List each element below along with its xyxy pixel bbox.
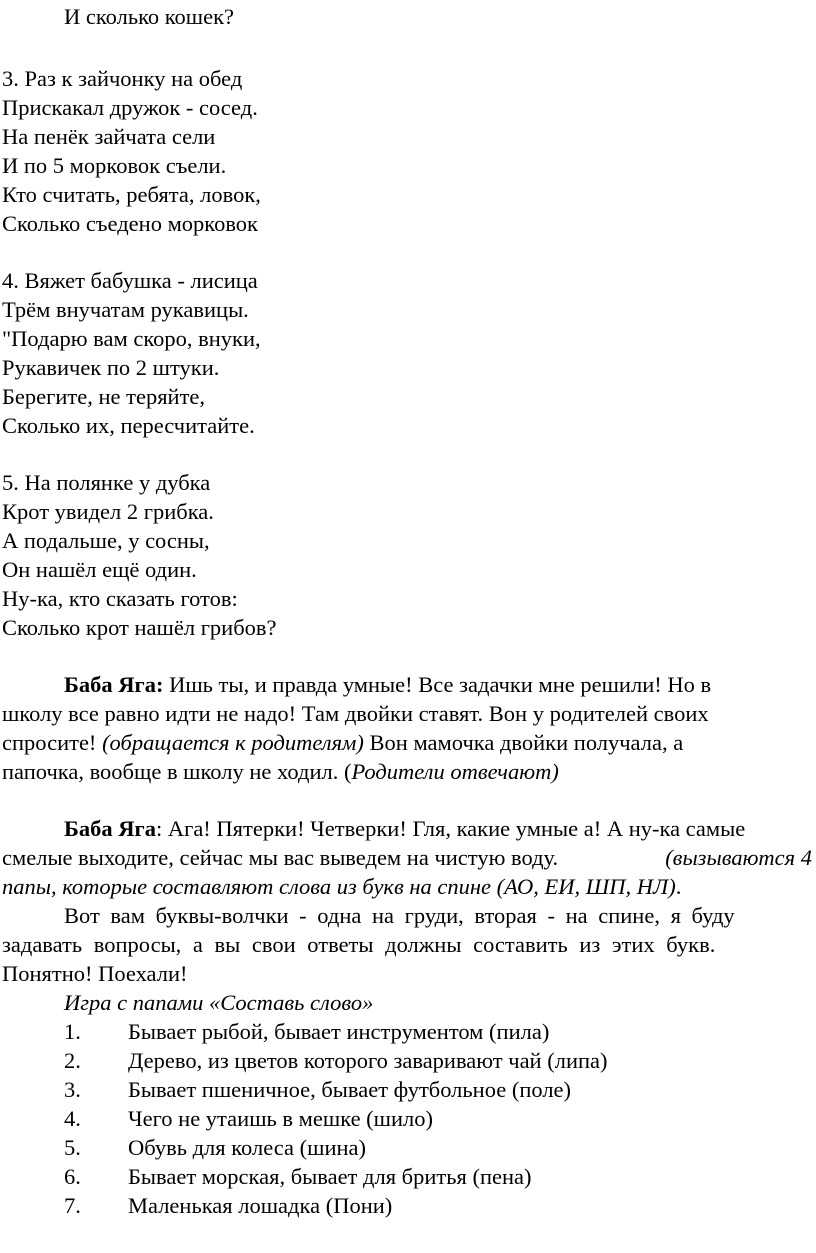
paragraph-line: школу все равно идти не надо! Там двойки ставят. Вон у родителей своих xyxy=(2,701,709,726)
paragraph-line: папочка, вообще в школу не ходил. (Родители отвечают) xyxy=(2,759,559,784)
poem-line: Ну-ка, кто сказать готов: xyxy=(2,586,238,611)
list-item-number: 3. xyxy=(64,1077,81,1102)
poem-line: И по 5 морковок съели. xyxy=(2,153,227,178)
list-item-text: Бывает рыбой, бывает инструментом (пила) xyxy=(128,1019,550,1044)
poem-line: На пенёк зайчата сели xyxy=(2,124,216,149)
game-title: Игра с папами «Составь слово» xyxy=(64,990,374,1015)
paragraph-line: Понятно! Поехали! xyxy=(2,961,188,986)
paragraph-line: папы, которые составляют слова из букв на спине (АО, ЕИ, ШП, НЛ). xyxy=(2,874,682,899)
list-item-text: Маленькая лошадка (Пони) xyxy=(128,1193,393,1218)
paragraph-line: задавать вопросы, а вы свои ответы должны составить из этих букв. xyxy=(2,932,716,957)
list-item-number: 5. xyxy=(64,1135,81,1160)
speaker-name: Баба Яга: xyxy=(64,672,164,697)
intro-line: И сколько кошек? xyxy=(64,4,235,29)
poem-line: 5. На полянке у дубка xyxy=(2,470,211,495)
list-item-text: Дерево, из цветов которого заваривают чай (липа) xyxy=(128,1048,608,1073)
poem-line: Он нашёл ещё один. xyxy=(2,557,197,582)
poem-line: Рукавичек по 2 штуки. xyxy=(2,355,220,380)
paragraph-line: спросите! (обращается к родителям) Вон мамочка двойки получала, а xyxy=(2,730,684,755)
poem-line: А подальше, у сосны, xyxy=(2,528,210,553)
poem-line: "Подарю вам скоро, внуки, xyxy=(2,326,261,351)
speaker-name: Баба Яга xyxy=(64,816,156,841)
poem-line: Сколько их, пересчитайте. xyxy=(2,413,255,438)
list-item-text: Бывает морская, бывает для бритья (пена) xyxy=(128,1164,532,1189)
list-item-text: Чего не утаишь в мешке (шило) xyxy=(128,1106,434,1131)
paragraph-line: Баба Яга: Ага! Пятерки! Четверки! Гля, какие умные а! А ну-ка самые xyxy=(64,816,746,841)
poem-line: Кто считать, ребята, ловок, xyxy=(2,182,261,207)
poem-line: Берегите, не теряйте, xyxy=(2,384,206,409)
paragraph-line: смелые выходите, сейчас мы вас выведем на чистую воду. (вызываются 4 xyxy=(2,845,812,870)
list-item-number: 7. xyxy=(64,1193,81,1218)
list-item-text: Бывает пшеничное, бывает футбольное (поле) xyxy=(128,1077,572,1102)
poem-line: Прискакал дружок - сосед. xyxy=(2,95,258,120)
paragraph-line: Вот вам буквы-волчки - одна на груди, вторая - на спине, я буду xyxy=(64,903,735,928)
poem-line: Сколько съедено морковок xyxy=(2,211,258,236)
list-item-number: 6. xyxy=(64,1164,81,1189)
list-item-number: 4. xyxy=(64,1106,81,1131)
poem-line: Сколько крот нашёл грибов? xyxy=(2,615,277,640)
poem-line: 3. Раз к зайчонку на обед xyxy=(2,66,243,91)
poem-line: Крот увидел 2 грибка. xyxy=(2,499,214,524)
paragraph-line: Баба Яга: Ишь ты, и правда умные! Все задачки мне решили! Но в xyxy=(64,672,712,697)
list-item-number: 1. xyxy=(64,1019,81,1044)
poem-line: Трём внучатам рукавицы. xyxy=(2,297,249,322)
list-item-text: Обувь для колеса (шина) xyxy=(128,1135,367,1160)
list-item-number: 2. xyxy=(64,1048,81,1073)
poem-line: 4. Вяжет бабушка - лисица xyxy=(2,268,258,293)
